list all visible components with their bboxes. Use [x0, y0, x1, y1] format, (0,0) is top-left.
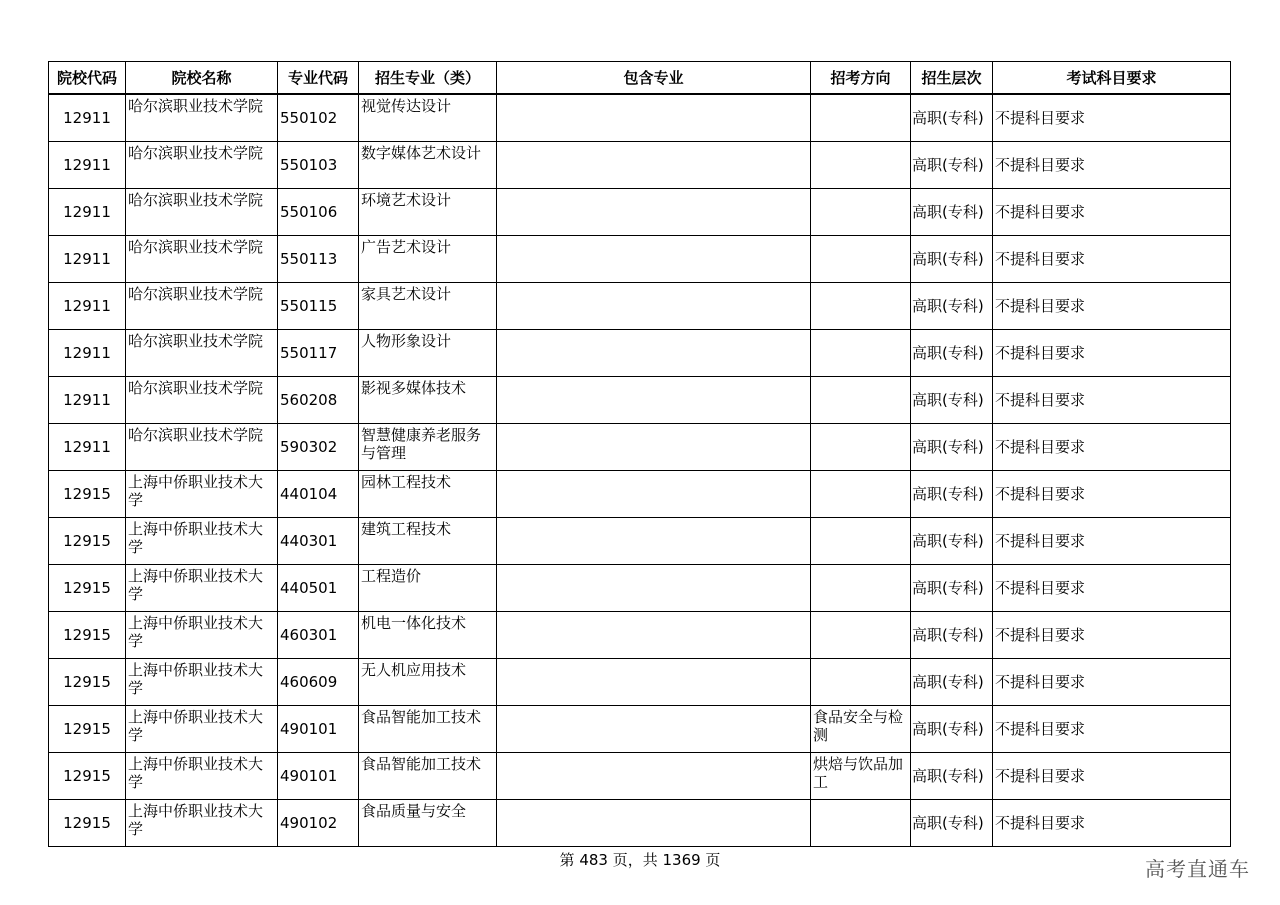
table-row	[49, 565, 1231, 612]
cell-school-name: 哈尔滨职业技术学院	[126, 283, 278, 330]
cell-level: 高职(专科)	[911, 283, 993, 330]
table-row	[49, 94, 1231, 142]
cell-level: 高职(专科)	[911, 706, 993, 753]
cell-requirement: 不提科目要求	[993, 753, 1231, 800]
cell-includes	[497, 189, 811, 236]
header-major-code: 专业代码	[278, 62, 359, 95]
cell-school-code: 12915	[49, 659, 126, 706]
cell-major: 机电一体化技术	[359, 612, 497, 659]
cell-school-name: 上海中侨职业技术大学	[126, 659, 278, 706]
cell-level: 高职(专科)	[911, 189, 993, 236]
cell-school-code: 12915	[49, 753, 126, 800]
cell-requirement: 不提科目要求	[993, 518, 1231, 565]
cell-requirement: 不提科目要求	[993, 800, 1231, 847]
cell-direction	[811, 659, 911, 706]
cell-level: 高职(专科)	[911, 424, 993, 471]
table-body	[49, 94, 1231, 847]
cell-major: 人物形象设计	[359, 330, 497, 377]
table-row	[49, 424, 1231, 471]
cell-major: 家具艺术设计	[359, 283, 497, 330]
cell-school-name: 哈尔滨职业技术学院	[126, 236, 278, 283]
cell-school-name: 上海中侨职业技术大学	[126, 706, 278, 753]
cell-requirement: 不提科目要求	[993, 142, 1231, 189]
cell-major: 建筑工程技术	[359, 518, 497, 565]
cell-requirement: 不提科目要求	[993, 377, 1231, 424]
cell-includes	[497, 236, 811, 283]
cell-level: 高职(专科)	[911, 753, 993, 800]
cell-level: 高职(专科)	[911, 471, 993, 518]
cell-major: 智慧健康养老服务与管理	[359, 424, 497, 471]
cell-major-code: 440104	[278, 471, 359, 518]
header-requirement: 考试科目要求	[993, 62, 1231, 95]
cell-direction	[811, 189, 911, 236]
cell-direction	[811, 424, 911, 471]
table-row	[49, 753, 1231, 800]
cell-direction	[811, 612, 911, 659]
cell-includes	[497, 330, 811, 377]
table-row	[49, 612, 1231, 659]
cell-includes	[497, 565, 811, 612]
cell-major: 食品智能加工技术	[359, 753, 497, 800]
cell-major: 环境艺术设计	[359, 189, 497, 236]
cell-requirement: 不提科目要求	[993, 236, 1231, 283]
cell-includes	[497, 800, 811, 847]
cell-level: 高职(专科)	[911, 377, 993, 424]
cell-direction	[811, 800, 911, 847]
cell-school-code: 12911	[49, 94, 126, 142]
cell-school-name: 上海中侨职业技术大学	[126, 565, 278, 612]
cell-direction	[811, 236, 911, 283]
cell-major-code: 550106	[278, 189, 359, 236]
cell-direction	[811, 377, 911, 424]
cell-major: 食品智能加工技术	[359, 706, 497, 753]
cell-requirement: 不提科目要求	[993, 471, 1231, 518]
cell-includes	[497, 706, 811, 753]
cell-includes	[497, 518, 811, 565]
cell-major-code: 550113	[278, 236, 359, 283]
cell-major-code: 560208	[278, 377, 359, 424]
cell-school-name: 上海中侨职业技术大学	[126, 471, 278, 518]
cell-requirement: 不提科目要求	[993, 189, 1231, 236]
cell-requirement: 不提科目要求	[993, 283, 1231, 330]
cell-school-code: 12915	[49, 565, 126, 612]
cell-major-code: 440301	[278, 518, 359, 565]
cell-includes	[497, 471, 811, 518]
cell-level: 高职(专科)	[911, 330, 993, 377]
header-includes: 包含专业	[497, 62, 811, 95]
cell-major-code: 550103	[278, 142, 359, 189]
table-row	[49, 236, 1231, 283]
cell-school-name: 哈尔滨职业技术学院	[126, 377, 278, 424]
cell-major-code: 590302	[278, 424, 359, 471]
cell-school-name: 上海中侨职业技术大学	[126, 753, 278, 800]
cell-level: 高职(专科)	[911, 518, 993, 565]
cell-level: 高职(专科)	[911, 659, 993, 706]
cell-school-code: 12911	[49, 142, 126, 189]
cell-direction	[811, 330, 911, 377]
cell-school-name: 上海中侨职业技术大学	[126, 518, 278, 565]
table-row	[49, 471, 1231, 518]
cell-major-code: 460301	[278, 612, 359, 659]
header-major: 招生专业（类）	[359, 62, 497, 95]
cell-requirement: 不提科目要求	[993, 94, 1231, 142]
table-row	[49, 800, 1231, 847]
cell-level: 高职(专科)	[911, 612, 993, 659]
cell-includes	[497, 283, 811, 330]
cell-major-code: 490101	[278, 706, 359, 753]
cell-school-code: 12911	[49, 189, 126, 236]
cell-direction	[811, 471, 911, 518]
cell-school-code: 12915	[49, 518, 126, 565]
table-row	[49, 518, 1231, 565]
table-row	[49, 142, 1231, 189]
table-row	[49, 330, 1231, 377]
table-row	[49, 377, 1231, 424]
cell-school-name: 哈尔滨职业技术学院	[126, 189, 278, 236]
cell-direction	[811, 94, 911, 142]
cell-includes	[497, 142, 811, 189]
cell-level: 高职(专科)	[911, 800, 993, 847]
cell-includes	[497, 94, 811, 142]
cell-major-code: 490101	[278, 753, 359, 800]
cell-school-code: 12911	[49, 283, 126, 330]
cell-school-code: 12915	[49, 800, 126, 847]
cell-major: 影视多媒体技术	[359, 377, 497, 424]
cell-level: 高职(专科)	[911, 565, 993, 612]
cell-includes	[497, 424, 811, 471]
cell-level: 高职(专科)	[911, 142, 993, 189]
cell-major: 视觉传达设计	[359, 94, 497, 142]
cell-requirement: 不提科目要求	[993, 659, 1231, 706]
cell-major-code: 490102	[278, 800, 359, 847]
cell-direction	[811, 142, 911, 189]
cell-direction	[811, 518, 911, 565]
cell-school-code: 12911	[49, 330, 126, 377]
cell-major: 广告艺术设计	[359, 236, 497, 283]
cell-school-name: 上海中侨职业技术大学	[126, 800, 278, 847]
cell-direction	[811, 283, 911, 330]
cell-school-name: 哈尔滨职业技术学院	[126, 94, 278, 142]
cell-requirement: 不提科目要求	[993, 612, 1231, 659]
cell-school-code: 12915	[49, 706, 126, 753]
cell-direction: 食品安全与检测	[811, 706, 911, 753]
cell-school-code: 12911	[49, 424, 126, 471]
cell-school-name: 上海中侨职业技术大学	[126, 612, 278, 659]
cell-includes	[497, 377, 811, 424]
cell-major: 工程造价	[359, 565, 497, 612]
cell-direction: 烘焙与饮品加工	[811, 753, 911, 800]
cell-school-code: 12915	[49, 612, 126, 659]
cell-level: 高职(专科)	[911, 236, 993, 283]
cell-includes	[497, 612, 811, 659]
table-row	[49, 283, 1231, 330]
cell-requirement: 不提科目要求	[993, 565, 1231, 612]
table-row	[49, 189, 1231, 236]
header-direction: 招考方向	[811, 62, 911, 95]
page-counter: 第 483 页，共 1369 页	[559, 851, 721, 869]
cell-major: 食品质量与安全	[359, 800, 497, 847]
cell-major-code: 550102	[278, 94, 359, 142]
header-school-code: 院校代码	[49, 62, 126, 95]
cell-level: 高职(专科)	[911, 94, 993, 142]
table-row	[49, 706, 1231, 753]
cell-school-code: 12915	[49, 471, 126, 518]
cell-school-name: 哈尔滨职业技术学院	[126, 330, 278, 377]
cell-includes	[497, 659, 811, 706]
watermark-text: 高考直通车	[1145, 857, 1250, 881]
header-row	[49, 62, 1231, 95]
table-row	[49, 659, 1231, 706]
cell-school-name: 哈尔滨职业技术学院	[126, 142, 278, 189]
cell-major-code: 440501	[278, 565, 359, 612]
header-school-name: 院校名称	[126, 62, 278, 95]
cell-school-name: 哈尔滨职业技术学院	[126, 424, 278, 471]
header-level: 招生层次	[911, 62, 993, 95]
cell-school-code: 12911	[49, 377, 126, 424]
cell-requirement: 不提科目要求	[993, 424, 1231, 471]
cell-major: 数字媒体艺术设计	[359, 142, 497, 189]
cell-school-code: 12911	[49, 236, 126, 283]
cell-direction	[811, 565, 911, 612]
cell-major-code: 550117	[278, 330, 359, 377]
cell-major: 无人机应用技术	[359, 659, 497, 706]
admissions-table	[48, 61, 1231, 847]
cell-requirement: 不提科目要求	[993, 706, 1231, 753]
cell-includes	[497, 753, 811, 800]
cell-major: 园林工程技术	[359, 471, 497, 518]
cell-major-code: 460609	[278, 659, 359, 706]
cell-major-code: 550115	[278, 283, 359, 330]
cell-requirement: 不提科目要求	[993, 330, 1231, 377]
